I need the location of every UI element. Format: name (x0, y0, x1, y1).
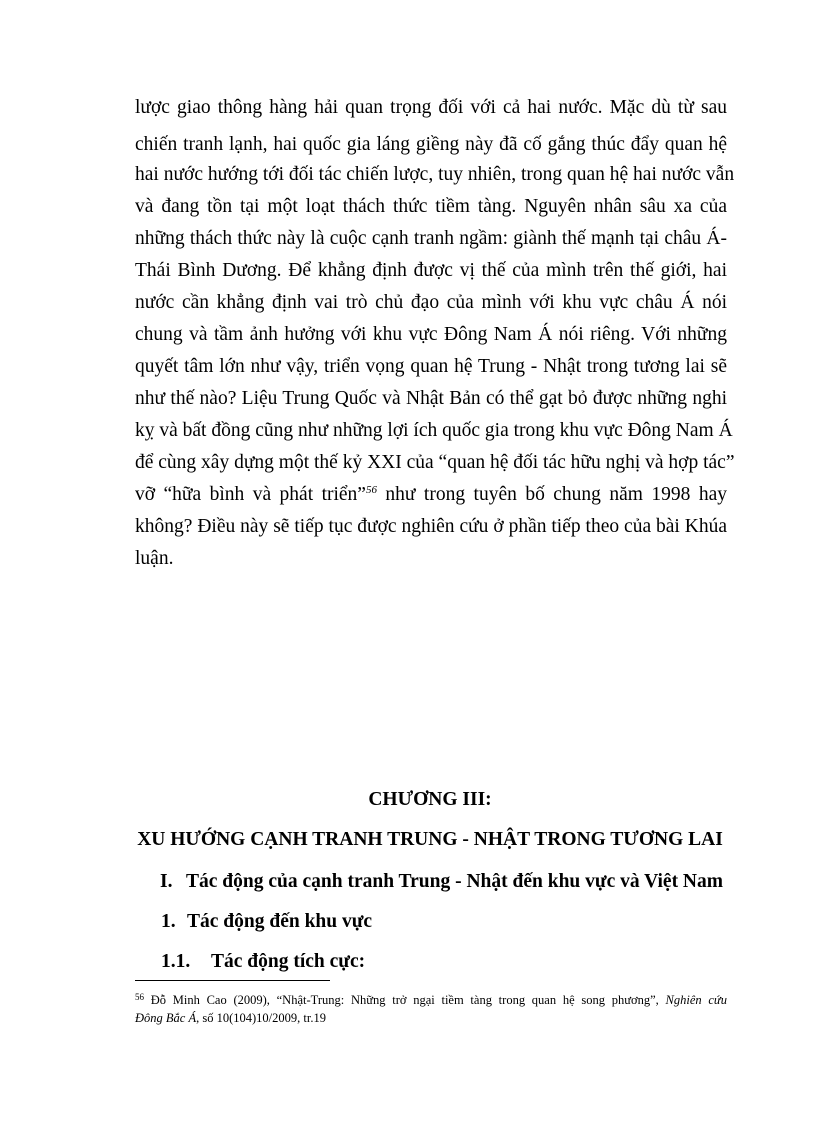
footnote-journal: Đông Bắc Á (135, 1011, 197, 1025)
footnote-line-2 (135, 1008, 727, 1028)
footnote-text: , số 10(104)10/2009, tr.19 (196, 1011, 326, 1025)
paragraph-line: như thế nào? Liệu Trung Quốc và Nhật Bản có thể gạt bỏ được những nghi (135, 388, 727, 409)
paragraph-line: những thách thức này là cuộc cạnh tranh ngầm: giành thế mạnh tại châu Á- (135, 228, 727, 249)
subsection-heading (161, 910, 372, 934)
section-heading (160, 870, 723, 894)
paragraph-line: quyết tâm lớn như vậy, triển vọng quan hệ Trung - Nhật trong tương lai sẽ (135, 356, 727, 377)
footnote-separator (135, 980, 330, 981)
subsubsection-heading (161, 950, 365, 974)
paragraph-line: hai nước hướng tới đối tác chiến lược, tuy nhiên, trong quan hệ hai nước vẫn (135, 164, 735, 185)
paragraph-line: không? Điều này sẽ tiếp tục được nghiên cứu ở phần tiếp theo của bài Khúa (135, 516, 727, 537)
subsubsection-title: Tác động tích cực: (211, 951, 366, 972)
paragraph-text: vỡ “hữa bình và phát triển” (135, 484, 366, 505)
paragraph-text: như trong tuyên bố chung năm 1998 hay (376, 484, 727, 505)
subsection-number: 1. (161, 911, 176, 932)
subsection-title: Tác động đến khu vực (187, 911, 373, 932)
section-title: Tác động của cạnh tranh Trung - Nhật đến khu vực và Việt Nam (186, 871, 724, 892)
footnote-reference[interactable]: 56 (365, 484, 377, 496)
section-number: I. (160, 871, 173, 892)
paragraph-line: luận. (135, 548, 174, 569)
paragraph-line: chiến tranh lạnh, hai quốc gia láng giềng này đã cố gắng thúc đẩy quan hệ (135, 134, 727, 155)
paragraph-line: Thái Bình Dương. Để khẳng định được vị thế của mình trên thế giới, hai (135, 260, 727, 281)
chapter-title: XU HƯỚNG CẠNH TRANH TRUNG - NHẬT TRONG TƯƠNG LAI (137, 829, 723, 850)
paragraph-line-with-footnote (135, 483, 727, 507)
paragraph-line: và đang tồn tại một loạt thách thức tiềm tàng. Nguyên nhân sâu xa của (135, 196, 727, 217)
footnote-number: 56 (135, 992, 144, 1002)
paragraph-line: chung và tầm ảnh hưởng với khu vực Đông Nam Á nói riêng. Với những (135, 324, 727, 345)
paragraph-line: kỵ và bất đồng cũng như những lợi ích quốc gia trong khu vực Đông Nam Á (135, 420, 733, 441)
footnote-journal: Nghiên cứu (665, 993, 727, 1007)
footnote-text: Đỗ Minh Cao (2009), “Nhật-Trung: Những trở ngại tiềm tàng trong quan hệ song phương”, (144, 993, 666, 1007)
paragraph-line: lược giao thông hàng hải quan trọng đối với cả hai nước. Mặc dù từ sau (135, 97, 727, 118)
subsubsection-number: 1.1. (161, 951, 191, 972)
paragraph-line: để cùng xây dựng một thế kỷ XXI của “quan hệ đối tác hữu nghị và hợp tác” (135, 452, 735, 473)
footnote (135, 990, 727, 1010)
paragraph-line: nước cần khẳng định vai trò chủ đạo của mình với khu vực châu Á nói (135, 292, 727, 313)
chapter-label: CHƯƠNG III: (368, 789, 492, 810)
